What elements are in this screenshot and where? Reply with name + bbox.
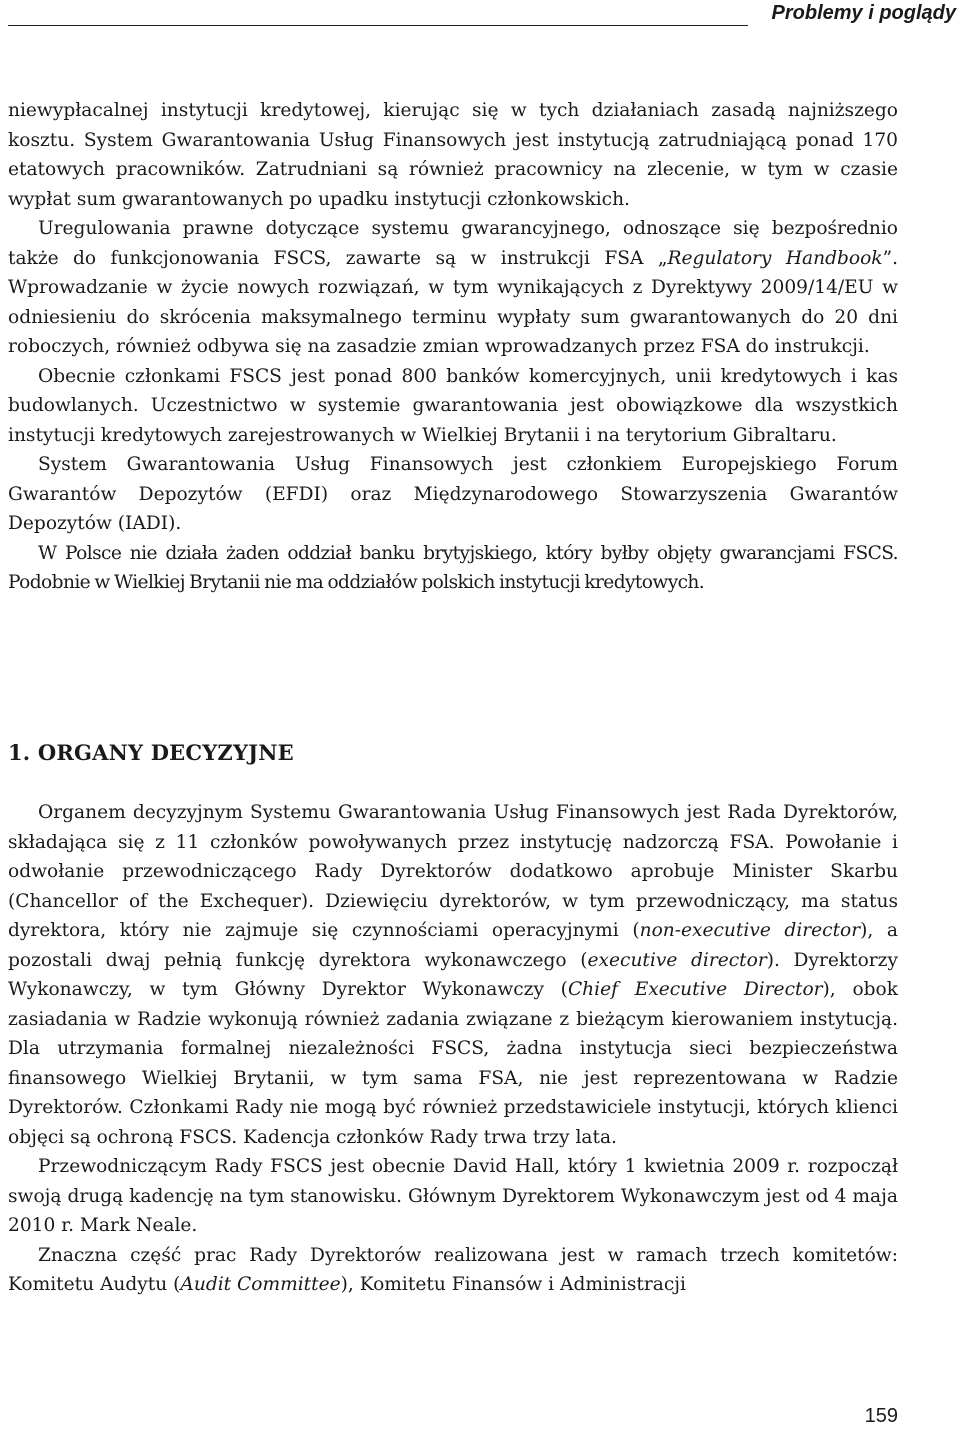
- section-heading: 1. ORGANY DECYZYJNE: [8, 740, 294, 765]
- paragraph: Uregulowania prawne dotyczące systemu gwarancyjnego, odnoszące się bezpośrednio także do funkcjonowania FSCS, zawarte są w instrukcji FSA „Regulatory Handbook”. Wprowadzanie w życie nowych rozwiązań, w tym wynikających z Dyrektywy 2009/14/EU w odniesieniu do skrócenia maksymalnego terminu wypłaty sum gwarantowanych do 20 dni roboczych, również odbywa się na zasadzie zmian wprowadzanych przez FSA do instrukcji.: [8, 218, 898, 357]
- paragraph: niewypłacalnej instytucji kredytowej, kierując się w tych działaniach zasadą najniższego kosztu. System Gwarantowania Usług Finansowych jest instytucją zatrudniającą ponad 170 etatowych pracowników. Zatrudniani są również pracownicy na zlecenie, w tym w czasie wypłat sum gwarantowanych po upadku instytucji członkowskich.: [8, 100, 898, 210]
- paragraph: Organem decyzyjnym Systemu Gwarantowania Usług Finansowych jest Rada Dyrektorów, składająca się z 11 członków powoływanych przez instytucję nadzorczą FSA. Powołanie i odwołanie przewodniczącego Rady Dyrektorów dodatkowo aprobuje Minister Skarbu (Chancellor of the Exchequer). Dziewięciu dyrektorów, w tym przewodniczący, ma status dyrektora, który nie zajmuje się czynnościami operacyjnymi (non-executive director), a pozostali dwaj pełnią funkcję dyrektora wykonawczego (executive director). Dyrektorzy Wykonawczy, w tym Główny Dyrektor Wykonawczy (Chief Executive Director), obok zasiadania w Radzie wykonują również zadania związane z bieżącym kierowaniem instytucją. Dla utrzymania formalnej niezależności FSCS, żadna instytucja sieci bezpieczeństwa finansowego Wielkiej Brytanii, w tym sama FSA, nie jest reprezentowana w Radzie Dyrektorów. Członkami Rady nie mogą być również przedstawiciele instytucji, których klienci objęci są ochroną FSCS. Kadencja członków Rady trwa trzy lata.: [8, 802, 899, 1148]
- body-text-top: [8, 96, 898, 598]
- open-quote: „: [657, 247, 668, 269]
- running-header: [0, 0, 960, 60]
- running-header-title: Problemy i poglądy: [771, 2, 956, 24]
- page-number: 159: [864, 1405, 898, 1427]
- paragraph: Obecnie członkami FSCS jest ponad 800 banków komercyjnych, unii kredytowych i kas budowlanych. Uczestnictwo w systemie gwarantowania jest obowiązkowe dla wszystkich instytucji kredytowych zarejestrowanych w Wielkiej Brytanii i na terytorium Gibraltaru.: [8, 365, 898, 446]
- paragraph: Znaczna część prac Rady Dyrektorów realizowana jest w ramach trzech komitetów: Komitetu Audytu (Audit Committee), Komitetu Finansów i Administracji: [8, 1244, 898, 1295]
- header-rule: [8, 25, 748, 26]
- paragraph: Przewodniczącym Rady FSCS jest obecnie David Hall, który 1 kwietnia 2009 r. rozpoczął swoją drugą kadencję na tym stanowisku. Głównym Dyrektorem Wykonawczym jest od 4 maja 2010 r. Mark Neale.: [8, 1156, 898, 1236]
- body-text-bottom: [8, 798, 898, 1300]
- paragraph: W Polsce nie działa żaden oddział banku brytyjskiego, który byłby objęty gwarancjami FSCS. Podobnie w Wielkiej Brytanii nie ma oddziałów polskich instytucji kredytowych.: [8, 542, 898, 593]
- handbook-title: Regulatory Handbook: [667, 247, 883, 269]
- paragraph: System Gwarantowania Usług Finansowych jest członkiem Europejskiego Forum Gwarantów Depozytów (EFDI) oraz Międzynarodowego Stowarzyszenia Gwarantów Depozytów (IADI).: [8, 454, 898, 534]
